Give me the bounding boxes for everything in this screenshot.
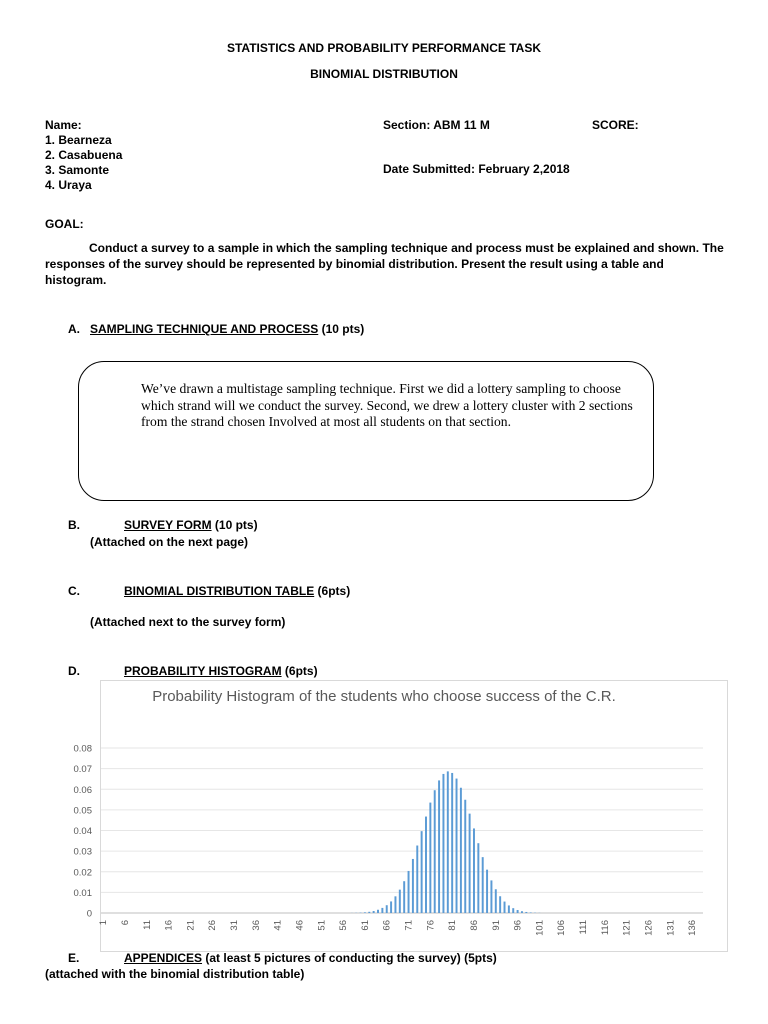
histogram-bar	[490, 880, 492, 913]
histogram-bar	[517, 910, 519, 913]
x-tick-label: 31	[229, 920, 241, 931]
x-tick-label: 1	[98, 920, 110, 926]
x-tick-label: 91	[490, 920, 502, 931]
x-tick-label: 36	[250, 920, 262, 931]
section-e-title: APPENDICES	[124, 951, 203, 965]
section-a-pts: (10 pts)	[318, 322, 365, 336]
histogram-bar	[394, 896, 396, 913]
name-label: Name:	[45, 118, 82, 132]
histogram-bar	[412, 859, 414, 913]
x-tick-label: 56	[338, 920, 350, 931]
goal-text-content: Conduct a survey to a sample in which the sampling technique and process must be explained and shown. The responses of the survey should be represented by binomial distribution. Present the result using a table and histogram.	[45, 241, 724, 287]
x-tick-label: 121	[621, 920, 633, 936]
section-b-title: SURVEY FORM	[124, 518, 212, 532]
histogram-bar	[429, 803, 431, 913]
histogram-bar	[482, 857, 484, 913]
histogram-bar	[416, 846, 418, 913]
histogram-bar	[451, 773, 453, 913]
section-e-note: (attached with the binomial distribution table)	[45, 967, 305, 981]
section-b-pts: (10 pts)	[211, 518, 258, 532]
histogram-bar	[408, 871, 410, 913]
histogram-bar	[438, 780, 440, 913]
y-tick-label: 0.06	[73, 784, 92, 796]
section-e-heading	[124, 951, 497, 965]
section-a-letter: A.	[68, 322, 80, 336]
histogram-bar	[473, 828, 475, 913]
section-e-pts: (at least 5 pictures of conducting the survey) (5pts)	[202, 951, 497, 965]
y-tick-label: 0.04	[73, 826, 92, 837]
histogram-bar	[434, 790, 436, 913]
histogram-bar	[447, 771, 449, 913]
section-d-pts: (6pts)	[281, 664, 318, 678]
page-title: STATISTICS AND PROBABILITY PERFORMANCE TASK	[226, 41, 541, 55]
x-tick-label: 6	[119, 920, 131, 926]
histogram-bar	[390, 901, 392, 913]
member-4: 4. Uraya	[45, 178, 92, 192]
y-tick-label: 0	[86, 908, 92, 920]
histogram-bar	[499, 896, 501, 913]
histogram-bar	[386, 905, 388, 913]
x-tick-label: 111	[578, 920, 590, 935]
score-label: SCORE:	[592, 118, 639, 132]
y-tick-label: 0.03	[73, 846, 92, 858]
x-tick-label: 11	[141, 920, 153, 930]
histogram-bar	[477, 843, 479, 913]
x-tick-label: 51	[316, 920, 328, 931]
section-b-letter: B.	[68, 518, 80, 532]
histogram-bar	[495, 889, 497, 913]
x-tick-label: 16	[163, 920, 175, 931]
x-tick-label: 136	[687, 920, 699, 936]
histogram-bar	[377, 910, 379, 913]
section-d-title: PROBABILITY HISTOGRAM	[124, 664, 282, 678]
histogram-bar	[425, 817, 427, 913]
section-c-title: BINOMIAL DISTRIBUTION TABLE	[124, 584, 315, 598]
goal-label: GOAL:	[45, 217, 84, 231]
section-e-letter: E.	[68, 951, 80, 965]
page-subtitle: BINOMIAL DISTRIBUTION	[310, 67, 458, 81]
histogram-bar	[508, 905, 510, 913]
x-tick-label: 26	[207, 920, 219, 931]
section-label: Section: ABM 11 M	[383, 118, 490, 132]
histogram-bar	[421, 831, 423, 913]
section-d-letter: D.	[68, 664, 80, 678]
x-tick-label: 116	[599, 920, 611, 936]
x-tick-label: 46	[294, 920, 306, 931]
sampling-process-text: We’ve drawn a multistage sampling technique. First we did a lottery sampling to choose which strand will we conduct the survey. Second, we drew a lottery cluster with 2 sections from the strand chosen Involved at most all students on that section.	[141, 381, 633, 429]
y-tick-label: 0.05	[73, 805, 92, 817]
x-tick-label: 21	[185, 920, 197, 931]
y-tick-label: 0.07	[73, 764, 92, 776]
histogram-bar	[399, 890, 401, 913]
histogram-bar	[403, 881, 405, 913]
section-c-letter: C.	[68, 584, 80, 598]
histogram-bar	[521, 911, 523, 913]
histogram-bar	[373, 911, 375, 913]
histogram-bar	[456, 779, 458, 913]
x-tick-label: 81	[447, 920, 459, 931]
section-b-note: (Attached on the next page)	[90, 535, 249, 549]
histogram-bar	[469, 814, 471, 913]
x-tick-label: 101	[534, 920, 546, 936]
x-tick-label: 41	[272, 920, 284, 931]
x-tick-label: 76	[425, 920, 437, 931]
histogram-bar	[364, 912, 366, 913]
section-c-pts: (6pts)	[314, 584, 351, 598]
histogram-bar	[460, 788, 462, 913]
member-2: 2. Casabuena	[45, 148, 123, 162]
x-tick-label: 131	[665, 920, 677, 936]
histogram-bar	[464, 800, 466, 913]
x-tick-label: 106	[556, 920, 568, 936]
histogram-bar	[381, 908, 383, 913]
histogram-bar	[525, 912, 527, 913]
y-tick-label: 0.01	[73, 887, 92, 899]
y-tick-label: 0.02	[73, 867, 92, 879]
chart-title: Probability Histogram of the students who choose success of the C.R.	[152, 688, 616, 705]
x-tick-label: 61	[359, 920, 371, 931]
x-tick-label: 71	[403, 920, 415, 931]
date-submitted: Date Submitted: February 2,2018	[383, 162, 570, 176]
section-c-note: (Attached next to the survey form)	[90, 615, 286, 629]
histogram-bar	[368, 912, 370, 913]
histogram-bar	[486, 870, 488, 913]
x-tick-label: 96	[512, 920, 524, 931]
histogram-bar	[530, 912, 532, 913]
x-tick-label: 66	[381, 920, 393, 931]
section-a-title: SAMPLING TECHNIQUE AND PROCESS	[90, 322, 319, 336]
member-3: 3. Samonte	[45, 163, 110, 177]
x-tick-label: 126	[643, 920, 655, 936]
y-tick-label: 0.08	[73, 743, 92, 755]
x-tick-label: 86	[468, 920, 480, 931]
histogram-bar	[504, 902, 506, 913]
histogram-bar	[442, 774, 444, 913]
histogram-bar	[512, 908, 514, 913]
member-1: 1. Bearneza	[45, 133, 112, 147]
